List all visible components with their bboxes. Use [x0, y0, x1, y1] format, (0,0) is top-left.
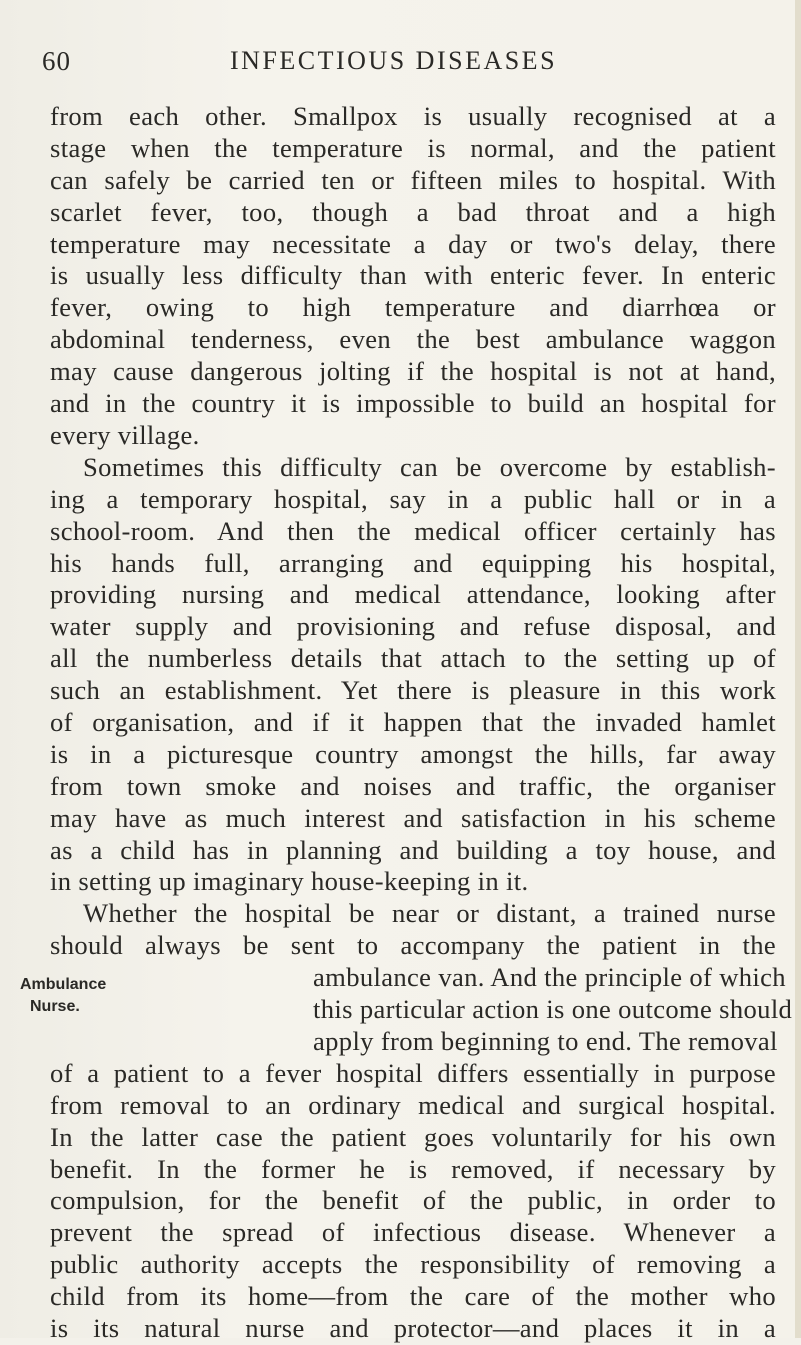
text-line: is usually less difficulty than with enteric fever. In enteric: [50, 260, 776, 291]
margin-note-line: Ambulance: [20, 975, 107, 993]
text-line: In the latter case the patient goes voluntarily for his own: [50, 1121, 776, 1152]
text-line: child from its home—from the care of the mother who: [50, 1281, 776, 1312]
margin-note-line: Nurse.: [30, 997, 80, 1015]
text-line: stage when the temperature is normal, and the patient: [50, 132, 776, 163]
text-line: of organisation, and if it happen that the invaded hamlet: [50, 707, 776, 737]
text-line: public authority accepts the responsibility of removing a: [50, 1249, 776, 1280]
text-line: ambulance van. And the principle of which: [313, 962, 786, 993]
running-head: INFECTIOUS DISEASES: [230, 46, 558, 75]
margin-note: [20, 974, 106, 1018]
text-line: water supply and provisioning and refuse disposal, and: [50, 611, 776, 642]
text-line: providing nursing and medical attendance, looking after: [50, 579, 776, 610]
text-line: compulsion, for the benefit of the public, in order to: [50, 1185, 776, 1216]
text-line: Sometimes this difficulty can be overcome by establish-: [83, 451, 776, 482]
text-line: school-room. And then the medical officer certainly has: [50, 515, 776, 546]
text-line: should always be sent to accompany the patient in the: [50, 930, 776, 961]
text-line: all the numberless details that attach to the setting up of: [50, 643, 776, 674]
text-line: apply from beginning to end. The removal: [313, 1025, 778, 1056]
text-line: may cause dangerous jolting if the hospital is not at hand,: [50, 356, 776, 387]
text-line: this particular action is one outcome should: [313, 994, 793, 1025]
page-number: 60: [42, 46, 71, 76]
text-line: abdominal tenderness, even the best ambulance waggon: [50, 324, 776, 355]
page-edge: [795, 0, 801, 1338]
text-line: can safely be carried ten or fifteen miles to hospital. With: [50, 164, 776, 195]
text-line: and in the country it is impossible to build an hospital for: [50, 388, 776, 419]
text-line: from removal to an ordinary medical and surgical hospital.: [50, 1089, 776, 1120]
text-line: in setting up imaginary house-keeping in it.: [50, 866, 529, 897]
text-line: is its natural nurse and protector—and places it in a: [50, 1313, 776, 1343]
text-line: scarlet fever, too, though a bad throat and a high: [50, 196, 776, 227]
text-line: Whether the hospital be near or distant, a trained nurse: [83, 898, 776, 929]
page-header: [0, 46, 801, 86]
text-line: his hands full, arranging and equipping his hospital,: [50, 547, 776, 578]
text-line: is in a picturesque country amongst the hills, far away: [50, 738, 776, 769]
text-line: such an establishment. Yet there is pleasure in this work: [50, 675, 776, 706]
text-line: of a patient to a fever hospital differs essentially in purpose: [50, 1057, 776, 1088]
text-line: temperature may necessitate a day or two's delay, there: [50, 228, 776, 259]
text-line: fever, owing to high temperature and diarrhœa or: [50, 292, 776, 323]
text-line: from each other. Smallpox is usually recognised at a: [50, 101, 776, 131]
text-line: from town smoke and noises and traffic, the organiser: [50, 770, 776, 801]
text-line: may have as much interest and satisfaction in his scheme: [50, 802, 776, 833]
text-line: benefit. In the former he is removed, if necessary by: [50, 1153, 776, 1184]
text-line: prevent the spread of infectious disease. Whenever a: [50, 1217, 776, 1248]
text-line: every village.: [50, 419, 200, 450]
text-line: ing a temporary hospital, say in a public hall or in a: [50, 483, 776, 514]
text-line: as a child has in planning and building a toy house, and: [50, 834, 776, 865]
